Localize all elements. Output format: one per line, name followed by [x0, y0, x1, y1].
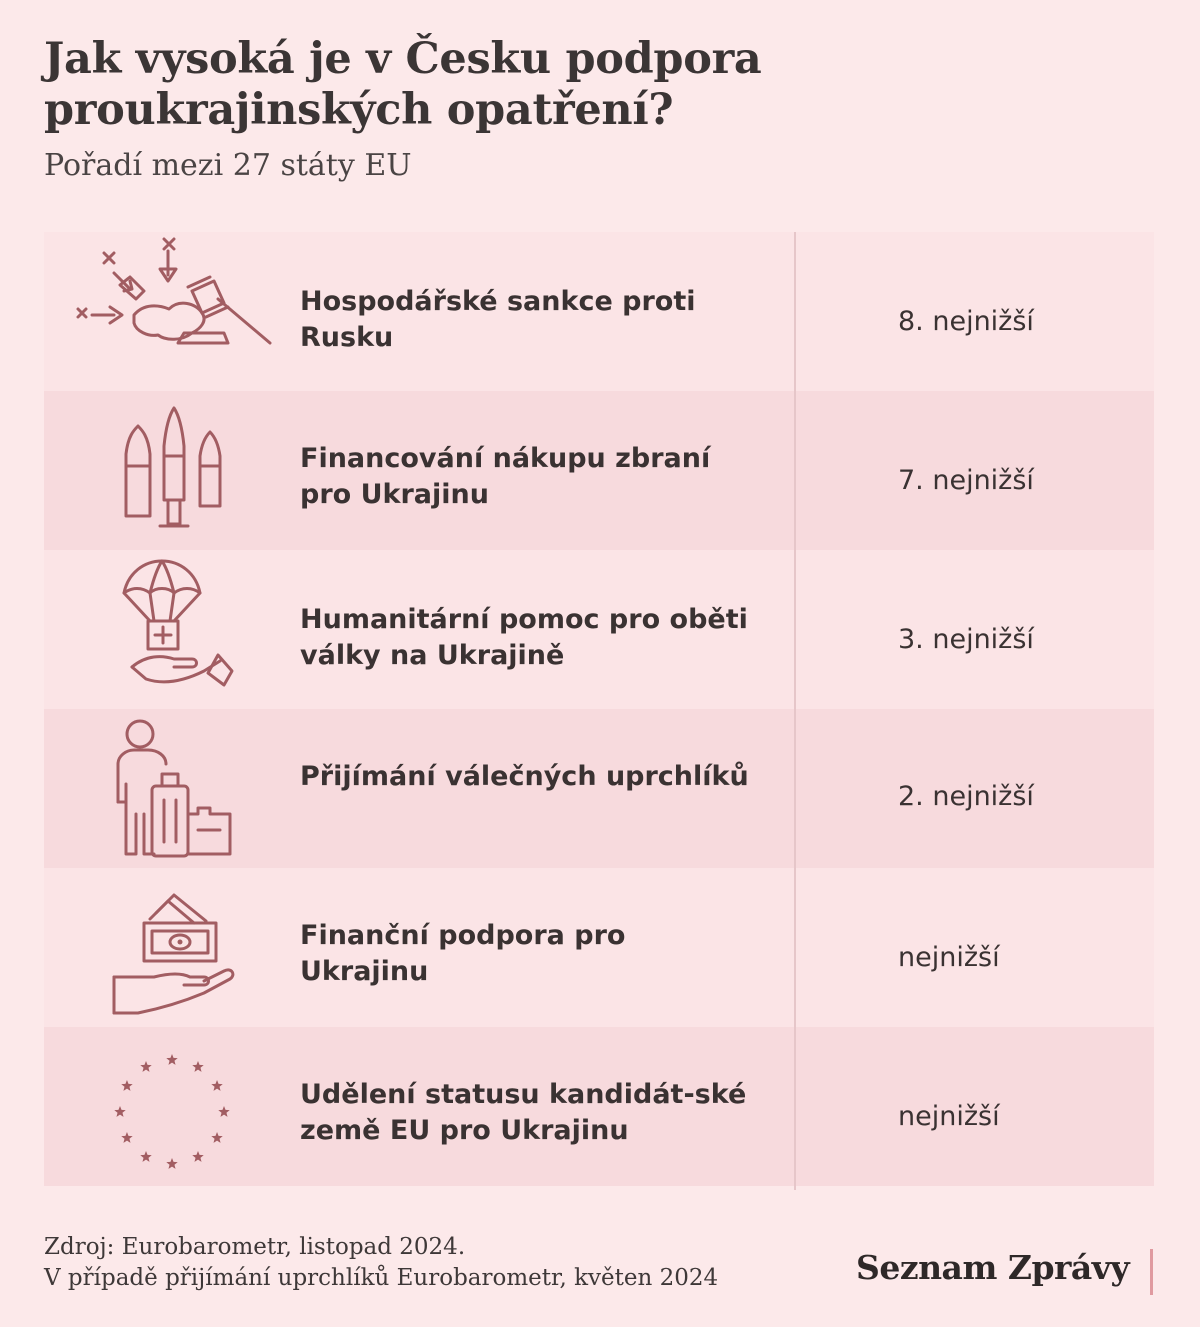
money-hand-icon: [74, 873, 274, 1023]
ranking-table: [44, 232, 1154, 1190]
row-label: Financování nákupu zbraní pro Ukrajinu: [300, 443, 711, 510]
star-icon: [121, 1080, 132, 1091]
star-icon: [218, 1106, 229, 1117]
page-title: Jak vysoká je v Česku podpora proukrajinských opatření?: [44, 34, 762, 135]
table-row: [44, 709, 1154, 868]
star-icon: [114, 1106, 125, 1117]
source-footnote: [44, 1232, 718, 1294]
row-label: Finanční podpora pro Ukrajinu: [300, 920, 626, 987]
row-label: Hospodářské sankce proti Rusku: [300, 286, 696, 353]
star-icon: [166, 1158, 177, 1169]
star-icon: [140, 1061, 151, 1072]
star-icon: [166, 1054, 177, 1065]
eu-stars-icon: [74, 1032, 274, 1182]
row-value: nejnižší: [898, 942, 1000, 973]
refugee-luggage-icon: [74, 714, 274, 864]
sanctions-gavel-icon: [74, 237, 274, 387]
source-line: Zdroj: Eurobarometr, listopad 2024.: [44, 1234, 466, 1260]
row-value: nejnižší: [898, 1101, 1000, 1132]
ammunition-icon: [74, 396, 274, 546]
humanitarian-aid-parachute-icon: [74, 555, 274, 705]
table-row: [44, 868, 1154, 1027]
brand-accent-bar: [1150, 1249, 1153, 1295]
brand-logo: Seznam Zprávy: [856, 1248, 1130, 1287]
star-icon: [211, 1080, 222, 1091]
row-value: 7. nejnižší: [898, 465, 1034, 496]
column-divider: [794, 232, 796, 1190]
table-row: [44, 391, 1154, 550]
star-icon: [192, 1061, 203, 1072]
row-label: Přijímání válečných uprchlíků: [300, 761, 749, 792]
row-value: 3. nejnižší: [898, 624, 1034, 655]
page-subtitle: Pořadí mezi 27 státy EU: [44, 148, 412, 183]
table-row: [44, 550, 1154, 709]
star-icon: [121, 1132, 132, 1143]
row-value: 8. nejnižší: [898, 306, 1034, 337]
star-icon: [211, 1132, 222, 1143]
table-row: [44, 232, 1154, 391]
row-label: Udělení statusu kandidát-ské země EU pro Ukrajinu: [300, 1079, 747, 1146]
star-icon: [192, 1151, 203, 1162]
source-note-line: V případě přijímání uprchlíků Eurobarometr, květen 2024: [44, 1265, 719, 1291]
row-value: 2. nejnižší: [898, 781, 1034, 812]
table-row: [44, 1027, 1154, 1186]
star-icon: [140, 1151, 151, 1162]
row-label: Humanitární pomoc pro oběti války na Ukrajině: [300, 604, 748, 671]
